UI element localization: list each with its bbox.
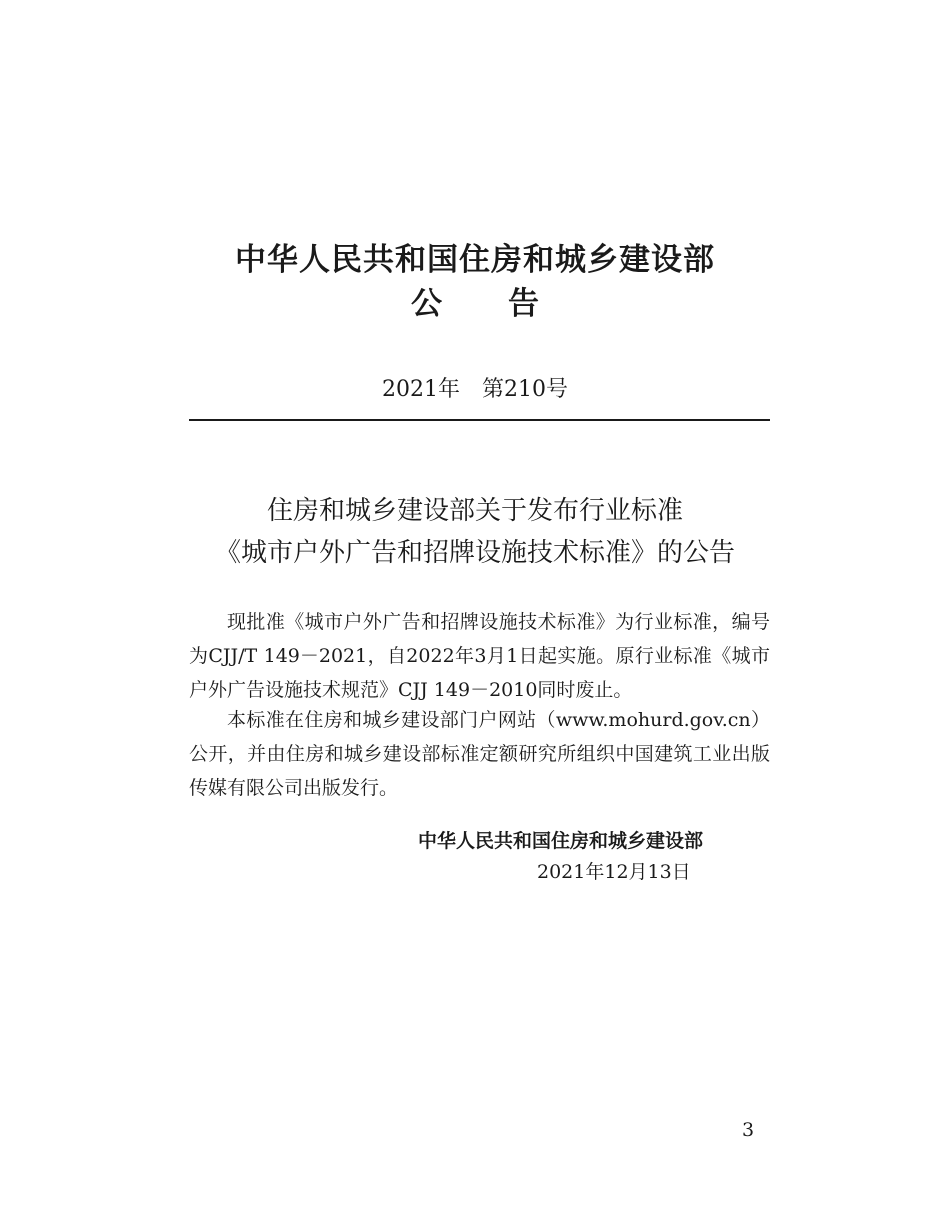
body-paragraph-1: 现批准《城市户外广告和招牌设施技术标准》为行业标准，编号为CJJ/T 149－2021，自2022年3月1日起实施。原行业标准《城市户外广告设施技术规范》CJJ 149－2010同时废止。	[189, 611, 770, 701]
title-line-1: 住房和城乡建设部关于发布行业标准	[266, 496, 683, 526]
document-year: 2021年	[382, 377, 460, 402]
document-number	[0, 374, 950, 406]
ministry-heading: 中华人民共和国住房和城乡建设部	[235, 242, 715, 278]
header-divider	[189, 419, 770, 421]
page-number: 3	[742, 1119, 755, 1141]
signature-date: 2021年12月13日	[537, 861, 691, 883]
signature-issuer: 中华人民共和国住房和城乡建设部	[418, 830, 704, 852]
title-line-2: 《城市户外广告和招牌设施技术标准》的公告	[214, 538, 735, 568]
document-serial: 第210号	[482, 377, 568, 402]
announce-char-2: 告	[508, 286, 539, 322]
document-title	[0, 490, 950, 574]
announce-char-1: 公	[411, 286, 442, 322]
announcement-heading	[0, 282, 950, 326]
body-paragraph-2: 本标准在住房和城乡建设部门户网站（www.mohurd.gov.cn）公开，并由住房和城乡建设部标准定额研究所组织中国建筑工业出版传媒有限公司出版发行。	[189, 709, 770, 799]
